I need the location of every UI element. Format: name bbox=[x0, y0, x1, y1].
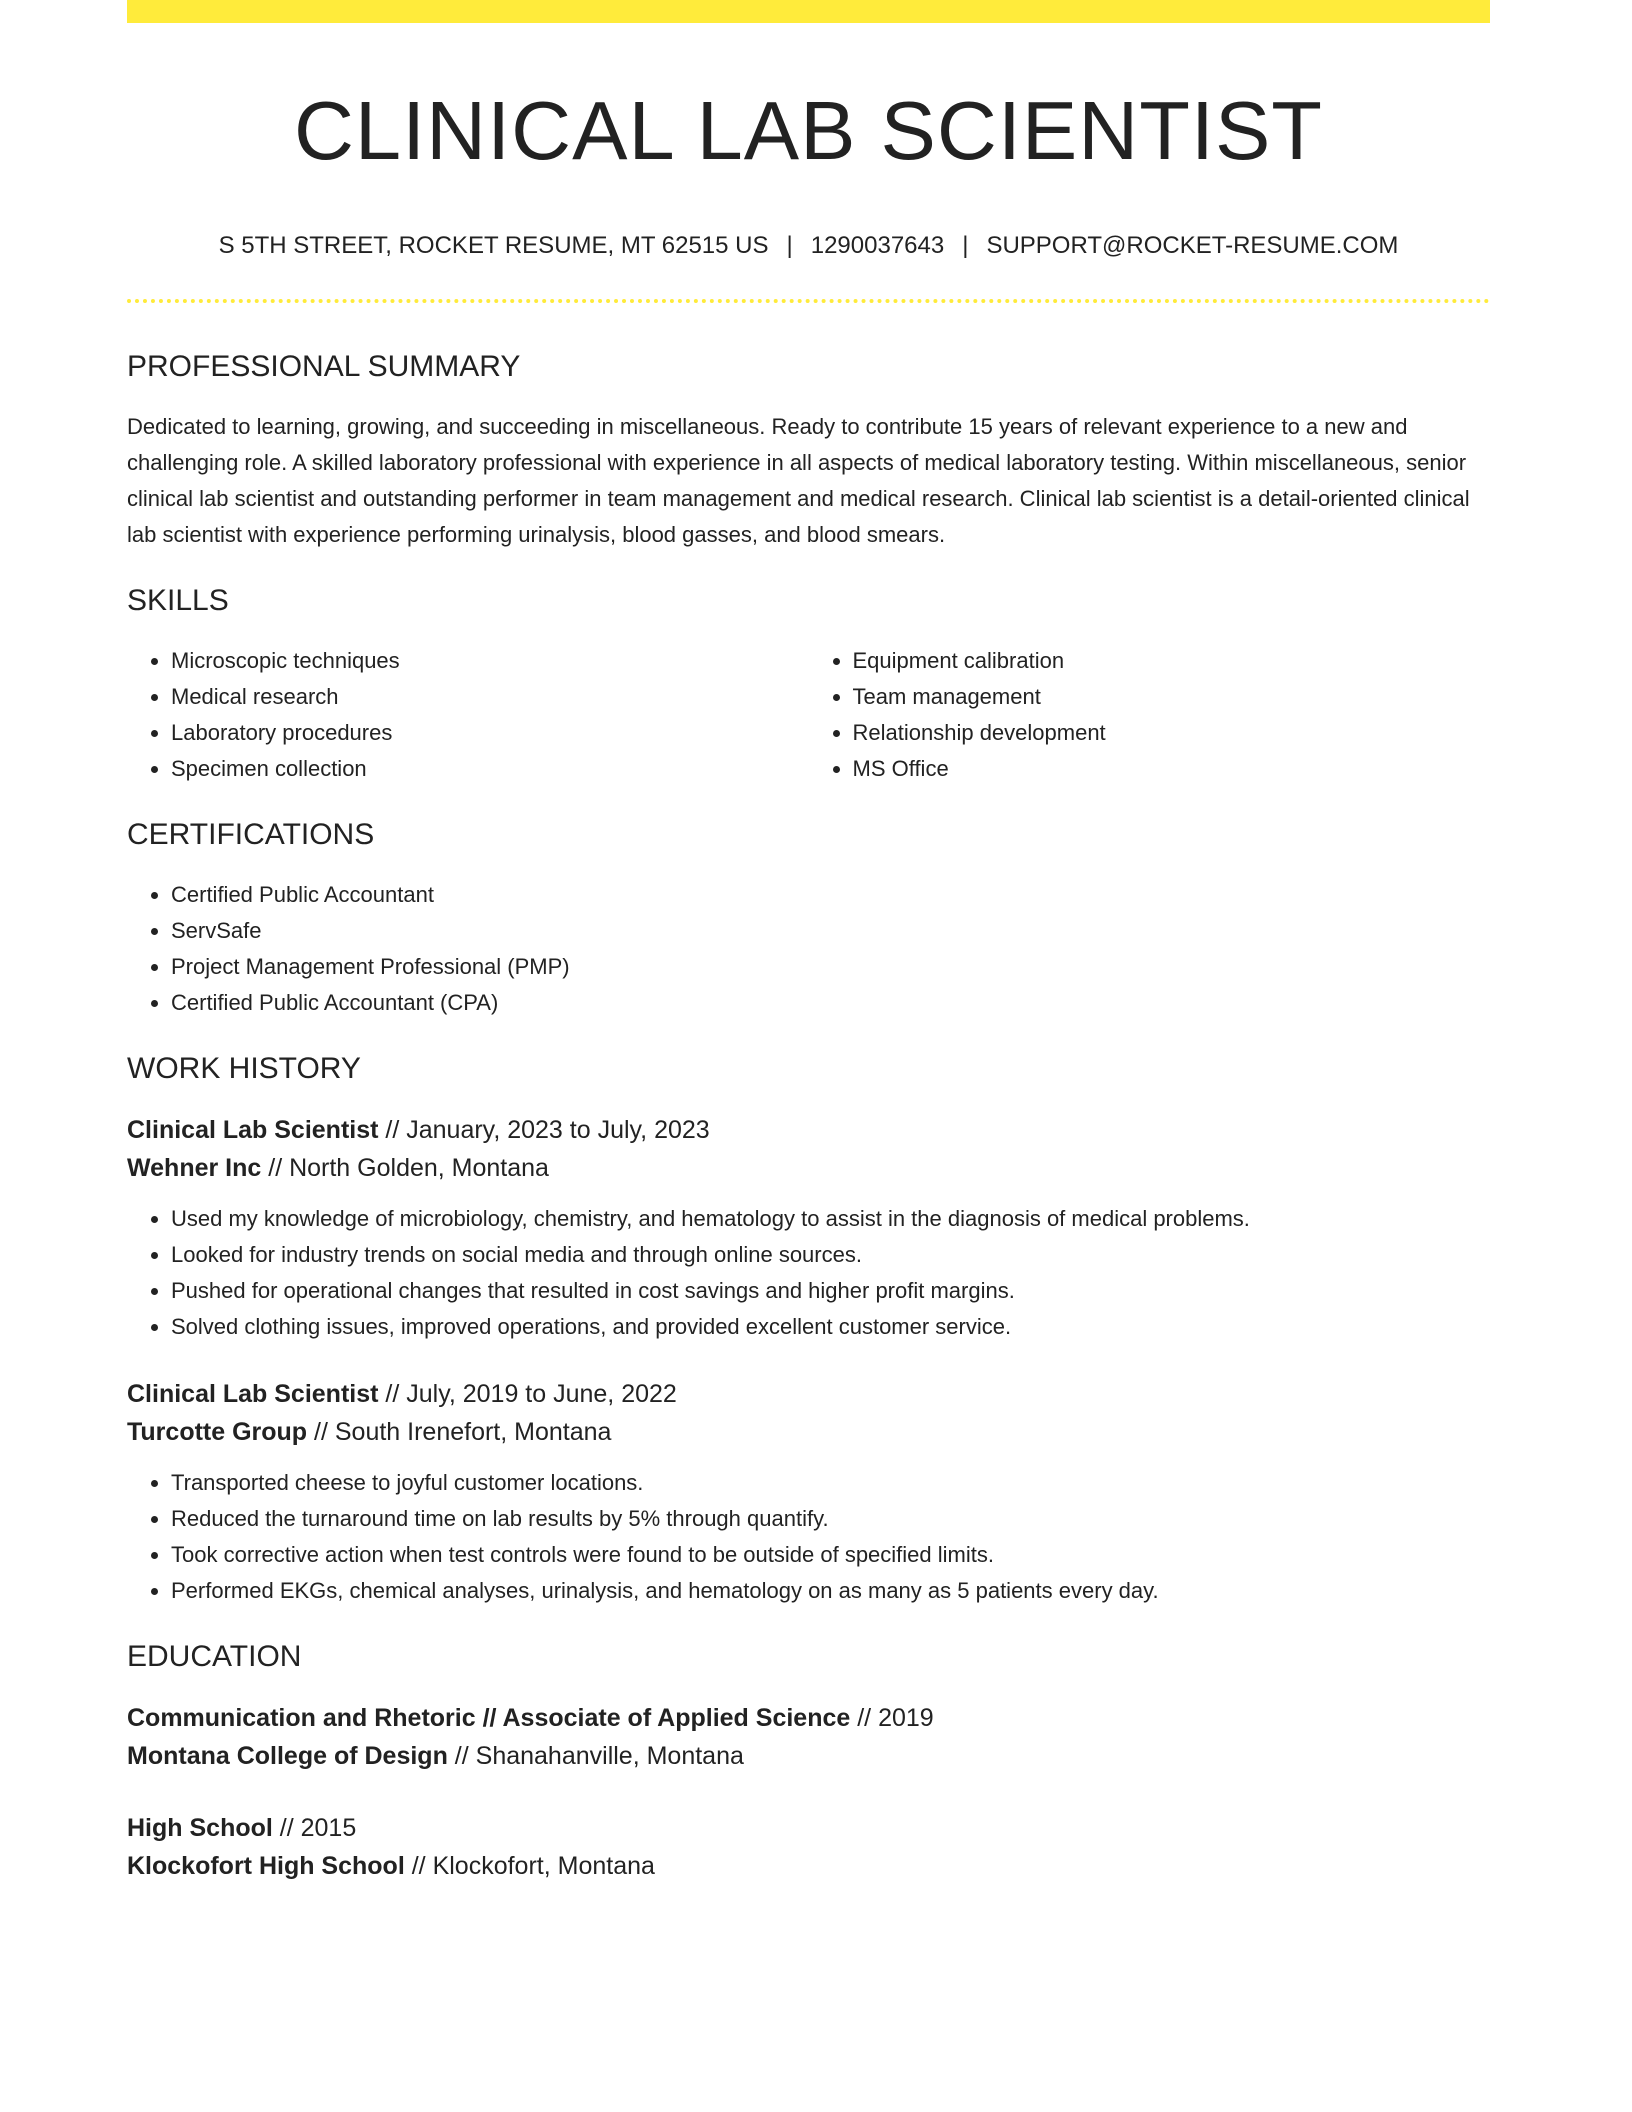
certifications-list bbox=[127, 877, 1490, 1021]
education-degree: Communication and Rhetoric // Associate of Applied Science bbox=[127, 1704, 851, 1733]
skills-columns bbox=[127, 643, 1490, 787]
job-company: Turcotte Group bbox=[127, 1418, 308, 1447]
education-school: Klockofort High School bbox=[127, 1852, 405, 1881]
skill-item: • Team management bbox=[853, 679, 1491, 715]
certifications-heading: CERTIFICATIONS bbox=[127, 818, 375, 852]
job-dates: // January, 2023 to July, 2023 bbox=[378, 1116, 710, 1145]
dotted-divider bbox=[127, 299, 1490, 303]
work-history-heading: WORK HISTORY bbox=[127, 1052, 361, 1086]
education-school: Montana College of Design bbox=[127, 1742, 448, 1771]
skill-item: • Equipment calibration bbox=[853, 643, 1491, 679]
job-duty-item: • Pushed for operational changes that resulted in cost savings and higher profit margins. bbox=[171, 1273, 1490, 1309]
education-year: // 2015 bbox=[272, 1814, 357, 1843]
job-company: Wehner Inc bbox=[127, 1154, 262, 1183]
contact-email: SUPPORT@ROCKET-RESUME.COM bbox=[986, 232, 1399, 260]
skill-item: • Medical research bbox=[171, 679, 809, 715]
job-entry bbox=[127, 1111, 1490, 1345]
job-dates: // July, 2019 to June, 2022 bbox=[378, 1380, 677, 1409]
job-company-line bbox=[127, 1413, 1490, 1451]
job-company-line bbox=[127, 1149, 1490, 1187]
skill-item: • MS Office bbox=[853, 751, 1491, 787]
job-location: // South Irenefort, Montana bbox=[307, 1418, 612, 1447]
certification-item: • ServSafe bbox=[171, 913, 1490, 949]
summary-heading: PROFESSIONAL SUMMARY bbox=[127, 350, 521, 384]
education-entry bbox=[127, 1809, 1490, 1885]
education-school-line bbox=[127, 1737, 1490, 1775]
contact-phone: 1290037643 bbox=[810, 232, 945, 260]
top-accent-bar bbox=[127, 0, 1490, 23]
contact-separator: | bbox=[786, 232, 793, 260]
resume-title: CLINICAL LAB SCIENTIST bbox=[293, 84, 1324, 177]
education-heading: EDUCATION bbox=[127, 1640, 302, 1674]
job-duties-list bbox=[127, 1201, 1490, 1345]
education-location: // Klockofort, Montana bbox=[404, 1852, 655, 1881]
job-duties-list bbox=[127, 1465, 1490, 1609]
education-degree-line bbox=[127, 1699, 1490, 1737]
job-duty-item: • Looked for industry trends on social media and through online sources. bbox=[171, 1237, 1490, 1273]
education-location: // Shanahanville, Montana bbox=[447, 1742, 744, 1771]
education-degree: High School bbox=[127, 1814, 273, 1843]
job-duty-item: • Reduced the turnaround time on lab results by 5% through quantify. bbox=[171, 1501, 1490, 1537]
resume-page bbox=[127, 0, 1490, 1885]
job-position: Clinical Lab Scientist bbox=[127, 1380, 379, 1409]
job-duty-item: • Transported cheese to joyful customer locations. bbox=[171, 1465, 1490, 1501]
job-title-line bbox=[127, 1111, 1490, 1149]
skill-item: • Relationship development bbox=[853, 715, 1491, 751]
skills-list-right bbox=[809, 643, 1491, 787]
contact-separator: | bbox=[962, 232, 969, 260]
skill-item: • Laboratory procedures bbox=[171, 715, 809, 751]
education-entry bbox=[127, 1699, 1490, 1775]
job-title-line bbox=[127, 1375, 1490, 1413]
education-school-line bbox=[127, 1847, 1490, 1885]
skill-item: • Specimen collection bbox=[171, 751, 809, 787]
education-year: // 2019 bbox=[850, 1704, 934, 1733]
job-duty-item: • Used my knowledge of microbiology, chemistry, and hematology to assist in the diagnosis of medical problems. bbox=[171, 1201, 1490, 1237]
job-duty-item: • Performed EKGs, chemical analyses, urinalysis, and hematology on as many as 5 patients every day. bbox=[171, 1573, 1490, 1609]
skills-list-left bbox=[127, 643, 809, 787]
job-duty-item: • Took corrective action when test controls were found to be outside of specified limits. bbox=[171, 1537, 1490, 1573]
job-position: Clinical Lab Scientist bbox=[127, 1116, 379, 1145]
summary-text: Dedicated to learning, growing, and succeeding in miscellaneous. Ready to contribute 15 years of relevant experience to a new and challenging role. A skilled laboratory professional with experience in all aspects of medical laboratory testing. Within miscellaneous, senior clinical lab scientist and outstanding performer in team management and medical research. Clinical lab scientist is a detail-oriented clinical lab scientist with experience performing urinalysis, blood gasses, and blood smears. bbox=[127, 414, 1470, 548]
certification-item: • Project Management Professional (PMP) bbox=[171, 949, 1490, 985]
job-location: // North Golden, Montana bbox=[261, 1154, 549, 1183]
skills-heading: SKILLS bbox=[127, 584, 229, 618]
contact-line bbox=[127, 232, 1490, 261]
certification-item: • Certified Public Accountant bbox=[171, 877, 1490, 913]
job-entry bbox=[127, 1375, 1490, 1609]
job-duty-item: • Solved clothing issues, improved operations, and provided excellent customer service. bbox=[171, 1309, 1490, 1345]
contact-address: S 5TH STREET, ROCKET RESUME, MT 62515 US bbox=[218, 232, 769, 260]
certification-item: • Certified Public Accountant (CPA) bbox=[171, 985, 1490, 1021]
skill-item: • Microscopic techniques bbox=[171, 643, 809, 679]
education-degree-line bbox=[127, 1809, 1490, 1847]
